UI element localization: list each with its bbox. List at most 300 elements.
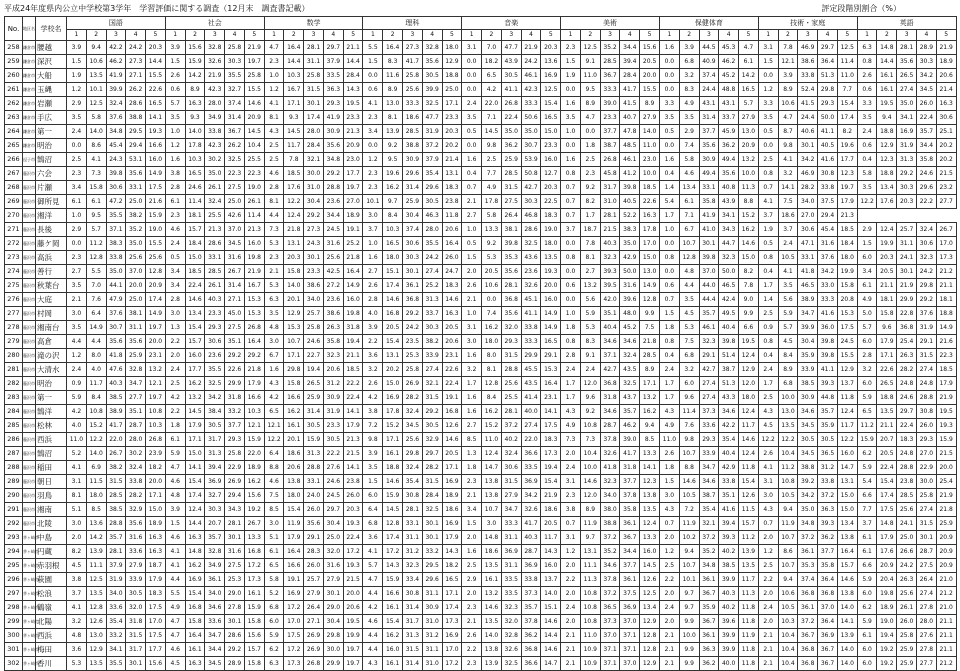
value-cell: 17.1	[146, 489, 166, 503]
value-cell: 2.5	[659, 559, 679, 573]
value-cell: 0.0	[363, 69, 383, 83]
value-cell: 16.3	[185, 657, 205, 671]
value-cell: 16.9	[284, 587, 304, 601]
value-cell: 37.0	[620, 615, 640, 629]
value-cell: 5.7	[86, 223, 106, 237]
value-cell: 28.4	[620, 69, 640, 83]
row-area-code: 藤沢市	[23, 517, 36, 531]
value-cell: 14.1	[640, 461, 660, 475]
value-cell: 24.8	[917, 377, 937, 391]
value-cell: 33.2	[106, 629, 126, 643]
table-row	[5, 615, 957, 629]
value-cell: 37.2	[422, 139, 442, 153]
value-cell: 40.4	[719, 447, 739, 461]
value-cell: 14.6	[383, 475, 403, 489]
value-cell: 4.1	[758, 461, 778, 475]
value-cell: 17.1	[284, 97, 304, 111]
table-row	[5, 461, 957, 475]
value-cell: 38.7	[699, 489, 719, 503]
value-cell: 24.6	[304, 335, 324, 349]
value-cell: 23.8	[343, 475, 363, 489]
value-cell: 19.7	[146, 321, 166, 335]
value-cell: 1.4	[659, 181, 679, 195]
value-cell: 23.8	[442, 195, 462, 209]
value-cell: 1.3	[165, 321, 185, 335]
value-cell: 35.6	[126, 167, 146, 181]
value-cell: 35.8	[620, 503, 640, 517]
value-cell: 40.2	[719, 545, 739, 559]
value-cell: 19.0	[541, 223, 561, 237]
value-cell: 13.5	[86, 587, 106, 601]
value-cell: 10.1	[679, 573, 699, 587]
value-cell: 17.7	[343, 167, 363, 181]
value-cell: 15.0	[383, 377, 403, 391]
value-cell: 25.0	[323, 531, 343, 545]
grade-header: 4	[323, 30, 343, 41]
value-cell: 0.0	[659, 55, 679, 69]
value-cell: 31.5	[126, 629, 146, 643]
row-number: 289	[5, 475, 23, 489]
value-cell: 16.9	[442, 629, 462, 643]
value-cell: 27.7	[126, 391, 146, 405]
value-cell: 40.7	[620, 111, 640, 125]
value-cell: 3.5	[778, 279, 798, 293]
value-cell: 31.5	[917, 349, 937, 363]
value-cell: 8.8	[679, 461, 699, 475]
value-cell: 7.6	[679, 419, 699, 433]
value-cell: 16.6	[284, 391, 304, 405]
value-cell: 34.5	[798, 419, 818, 433]
value-cell: 30.2	[126, 447, 146, 461]
value-cell: 27.7	[936, 195, 956, 209]
value-cell: 0.5	[758, 237, 778, 251]
row-school-name: 湘南	[36, 503, 67, 517]
value-cell: 2.1	[561, 657, 581, 671]
value-cell: 21.1	[343, 41, 363, 55]
value-cell: 2.0	[758, 587, 778, 601]
value-cell: 2.0	[659, 531, 679, 545]
value-cell: 4.7	[165, 615, 185, 629]
value-cell: 0.5	[659, 125, 679, 139]
value-cell: 21.3	[205, 223, 225, 237]
value-cell: 32.5	[521, 237, 541, 251]
value-cell: 41.9	[106, 69, 126, 83]
value-cell: 34.7	[798, 307, 818, 321]
value-cell: 26.8	[244, 321, 264, 335]
value-cell: 1.7	[561, 391, 581, 405]
value-cell: 4.1	[86, 153, 106, 167]
value-cell: 4.1	[165, 559, 185, 573]
value-cell: 47.8	[620, 125, 640, 139]
value-cell: 12.8	[86, 601, 106, 615]
row-school-name: 西浜	[36, 629, 67, 643]
value-cell: 7.2	[679, 503, 699, 517]
value-cell: 39.9	[106, 83, 126, 97]
value-cell: 35.4	[699, 503, 719, 517]
value-cell: 10.8	[778, 475, 798, 489]
value-cell: 33.9	[126, 573, 146, 587]
value-cell: 10.4	[778, 629, 798, 643]
value-cell: 36.9	[501, 545, 521, 559]
value-cell: 18.1	[185, 209, 205, 223]
value-cell: 1.9	[67, 69, 87, 83]
value-cell: 4.4	[264, 209, 284, 223]
row-number: 260	[5, 69, 23, 83]
value-cell: 15.4	[383, 335, 403, 349]
value-cell: 29.6	[403, 167, 423, 181]
value-cell: 46.8	[521, 209, 541, 223]
value-cell: 25.0	[442, 83, 462, 97]
value-cell: 2.1	[462, 195, 482, 209]
table-row	[5, 545, 957, 559]
value-cell: 31.5	[403, 643, 423, 657]
row-school-name: 大船	[36, 69, 67, 83]
value-cell: 0.7	[659, 293, 679, 307]
value-cell: 35.6	[501, 307, 521, 321]
value-cell: 11.4	[244, 209, 264, 223]
value-cell: 10.9	[580, 643, 600, 657]
value-cell: 30.3	[403, 251, 423, 265]
value-cell: 11.8	[739, 657, 759, 671]
value-cell: 4.9	[679, 97, 699, 111]
value-cell: 30.8	[403, 489, 423, 503]
grade-header: 4	[225, 30, 245, 41]
value-cell: 3.5	[659, 111, 679, 125]
value-cell: 17.9	[185, 419, 205, 433]
value-cell: 41.7	[521, 517, 541, 531]
value-cell: 21.5	[936, 167, 956, 181]
value-cell: 32.4	[403, 405, 423, 419]
value-cell: 38.8	[600, 517, 620, 531]
value-cell: 16.8	[185, 601, 205, 615]
value-cell: 3.1	[561, 531, 581, 545]
value-cell: 5.1	[264, 531, 284, 545]
value-cell: 37.7	[600, 125, 620, 139]
value-cell: 31.1	[501, 531, 521, 545]
table-row	[5, 349, 957, 363]
value-cell: 3.2	[67, 615, 87, 629]
row-area-code: 茅ヶ崎市	[23, 587, 36, 601]
value-cell: 36.1	[699, 629, 719, 643]
value-cell: 8.9	[778, 363, 798, 377]
col-header-no: No.	[5, 17, 23, 41]
data-table	[4, 16, 957, 671]
value-cell: 35.9	[798, 349, 818, 363]
value-cell: 14.6	[244, 97, 264, 111]
value-cell: 3.0	[67, 517, 87, 531]
value-cell: 18.0	[482, 335, 502, 349]
value-cell: 37.1	[600, 643, 620, 657]
value-cell: 12.1	[244, 419, 264, 433]
value-cell: 45.3	[719, 41, 739, 55]
value-cell: 12.4	[739, 349, 759, 363]
value-cell: 17.8	[482, 195, 502, 209]
value-cell: 30.6	[917, 237, 937, 251]
value-cell: 20.5	[442, 321, 462, 335]
row-school-name: 鵠洋	[36, 405, 67, 419]
value-cell: 11.4	[679, 405, 699, 419]
value-cell: 37.6	[106, 111, 126, 125]
value-cell: 35.7	[620, 405, 640, 419]
value-cell: 28.1	[501, 405, 521, 419]
value-cell: 0.7	[561, 517, 581, 531]
value-cell: 36.2	[501, 139, 521, 153]
value-cell: 37.9	[422, 153, 442, 167]
value-cell: 26.4	[304, 601, 324, 615]
value-cell: 13.2	[482, 587, 502, 601]
value-cell: 16.4	[383, 41, 403, 55]
value-cell: 27.1	[126, 69, 146, 83]
value-cell: 7.5	[778, 195, 798, 209]
value-cell: 9.9	[739, 307, 759, 321]
value-cell: 5.1	[67, 503, 87, 517]
value-cell: 0.6	[659, 279, 679, 293]
row-number: 295	[5, 559, 23, 573]
value-cell: 12.4	[739, 447, 759, 461]
value-cell: 1.3	[462, 447, 482, 461]
value-cell: 25.7	[897, 223, 917, 237]
value-cell: 14.4	[146, 55, 166, 69]
value-cell: 34.4	[620, 545, 640, 559]
table-row	[5, 55, 957, 69]
value-cell: 2.9	[857, 223, 877, 237]
value-cell: 30.3	[422, 321, 442, 335]
value-cell: 8.0	[86, 349, 106, 363]
value-cell: 31.3	[403, 629, 423, 643]
table-row	[5, 601, 957, 615]
value-cell: 6.1	[165, 433, 185, 447]
value-cell: 31.1	[501, 559, 521, 573]
value-cell: 43.5	[521, 377, 541, 391]
value-cell: 7.3	[264, 223, 284, 237]
value-cell: 9.0	[739, 293, 759, 307]
value-cell: 28.7	[917, 545, 937, 559]
value-cell: 5.9	[857, 391, 877, 405]
value-cell: 31.6	[818, 237, 838, 251]
value-cell: 23.9	[146, 447, 166, 461]
value-cell: 4.2	[264, 391, 284, 405]
value-cell: 26.7	[936, 223, 956, 237]
value-cell: 11.7	[739, 419, 759, 433]
value-cell: 34.7	[126, 377, 146, 391]
value-cell: 26.7	[225, 265, 245, 279]
value-cell: 32.8	[501, 629, 521, 643]
table-row	[5, 643, 957, 657]
grade-header: 4	[422, 30, 442, 41]
value-cell: 3.2	[363, 363, 383, 377]
value-cell: 30.1	[323, 587, 343, 601]
value-cell: 13.1	[383, 349, 403, 363]
value-cell: 27.4	[897, 83, 917, 97]
grade-header: 2	[284, 30, 304, 41]
value-cell: 15.2	[86, 419, 106, 433]
value-cell: 3.1	[462, 41, 482, 55]
value-cell: 28.5	[897, 489, 917, 503]
value-cell: 3.7	[857, 517, 877, 531]
value-cell: 3.5	[857, 181, 877, 195]
value-cell: 17.9	[284, 531, 304, 545]
value-cell: 27.9	[323, 573, 343, 587]
value-cell: 7.7	[837, 83, 857, 97]
value-cell: 17.9	[837, 195, 857, 209]
value-cell: 12.9	[640, 615, 660, 629]
value-cell: 21.6	[936, 335, 956, 349]
row-area-code: 藤沢市	[23, 363, 36, 377]
row-number: 285	[5, 419, 23, 433]
value-cell: 0.5	[462, 125, 482, 139]
value-cell: 17.4	[304, 111, 324, 125]
value-cell: 11.3	[739, 587, 759, 601]
value-cell: 5.8	[679, 153, 699, 167]
value-cell: 24.8	[897, 377, 917, 391]
value-cell: 40.4	[719, 321, 739, 335]
row-area-code: 藤沢市	[23, 349, 36, 363]
value-cell: 10.6	[86, 55, 106, 69]
value-cell: 0.0	[482, 293, 502, 307]
value-cell: 12.5	[640, 587, 660, 601]
value-cell: 15.4	[739, 475, 759, 489]
value-cell: 5.9	[778, 307, 798, 321]
value-cell: 41.7	[620, 447, 640, 461]
value-cell: 16.4	[284, 41, 304, 55]
value-cell: 22.5	[541, 195, 561, 209]
value-cell: 15.9	[304, 433, 324, 447]
value-cell: 34.0	[106, 587, 126, 601]
value-cell: 32.5	[422, 97, 442, 111]
value-cell: 14.0	[837, 601, 857, 615]
value-cell: 20.3	[877, 251, 897, 265]
value-cell: 36.7	[798, 629, 818, 643]
value-cell: 0.8	[659, 335, 679, 349]
value-cell: 2.3	[363, 181, 383, 195]
value-cell: 40.3	[600, 237, 620, 251]
value-cell: 28.4	[304, 139, 324, 153]
row-school-name: 片瀬	[36, 181, 67, 195]
value-cell: 15.7	[837, 559, 857, 573]
row-number: 274	[5, 265, 23, 279]
value-cell: 7.6	[86, 293, 106, 307]
value-cell: 8.4	[86, 391, 106, 405]
value-cell: 15.1	[383, 265, 403, 279]
value-cell: 18.8	[877, 391, 897, 405]
row-school-name: 松浪	[36, 587, 67, 601]
value-cell: 23.8	[897, 475, 917, 489]
value-cell: 16.2	[185, 377, 205, 391]
value-cell: 24.2	[897, 559, 917, 573]
value-cell: 9.4	[778, 503, 798, 517]
value-cell: 16.0	[185, 349, 205, 363]
value-cell: 3.9	[363, 321, 383, 335]
value-cell: 30.5	[501, 69, 521, 83]
value-cell: 45.2	[719, 69, 739, 83]
grade-header: 4	[126, 30, 146, 41]
value-cell: 33.3	[501, 517, 521, 531]
value-cell: 19.7	[343, 657, 363, 671]
value-cell: 21.1	[877, 419, 897, 433]
value-cell: 37.6	[917, 307, 937, 321]
row-number: 273	[5, 251, 23, 265]
value-cell: 0.8	[561, 335, 581, 349]
value-cell: 10.8	[580, 419, 600, 433]
value-cell: 3.9	[778, 69, 798, 83]
value-cell: 0.0	[462, 139, 482, 153]
value-cell: 18.6	[778, 209, 798, 223]
value-cell: 32.5	[501, 657, 521, 671]
value-cell: 22.4	[442, 377, 462, 391]
value-cell: 3.5	[67, 321, 87, 335]
table-row	[5, 475, 957, 489]
value-cell: 12.9	[837, 363, 857, 377]
value-cell: 3.3	[758, 97, 778, 111]
value-cell: 6.8	[264, 601, 284, 615]
value-cell: 9.3	[284, 111, 304, 125]
value-cell: 12.9	[442, 55, 462, 69]
subject-header: 技術・家庭	[758, 17, 857, 30]
value-cell: 39.9	[719, 643, 739, 657]
row-area-code: 藤沢市	[23, 335, 36, 349]
table-row	[5, 405, 957, 419]
value-cell: 2.4	[659, 363, 679, 377]
value-cell: 17.4	[185, 489, 205, 503]
value-cell: 2.1	[758, 629, 778, 643]
value-cell: 30.1	[699, 237, 719, 251]
row-school-name: 高倉	[36, 335, 67, 349]
value-cell: 34.1	[719, 209, 739, 223]
value-cell: 16.5	[185, 167, 205, 181]
value-cell: 10.2	[679, 531, 699, 545]
value-cell: 36.6	[521, 447, 541, 461]
value-cell: 14.9	[146, 167, 166, 181]
row-school-name: 羽鳥	[36, 489, 67, 503]
value-cell: 1.8	[659, 321, 679, 335]
value-cell: 2.1	[659, 657, 679, 671]
value-cell: 27.8	[917, 643, 937, 657]
value-cell: 15.0	[640, 251, 660, 265]
value-cell: 32.8	[205, 41, 225, 55]
value-cell: 26.7	[106, 447, 126, 461]
value-cell: 14.0	[482, 629, 502, 643]
value-cell: 28.0	[304, 125, 324, 139]
value-cell: 4.2	[165, 391, 185, 405]
subject-header-row	[5, 17, 957, 30]
row-area-code: 藤沢市	[23, 503, 36, 517]
value-cell: 15.4	[185, 475, 205, 489]
value-cell: 38.7	[600, 139, 620, 153]
value-cell: 8.3	[679, 83, 699, 97]
value-cell: 16.5	[383, 237, 403, 251]
value-cell: 23.6	[323, 293, 343, 307]
value-cell: 39.9	[798, 321, 818, 335]
value-cell: 20.1	[284, 433, 304, 447]
value-cell: 10.6	[778, 97, 798, 111]
value-cell: 42.5	[323, 265, 343, 279]
value-cell: 2.0	[67, 531, 87, 545]
value-cell: 7.0	[86, 279, 106, 293]
value-cell: 20.0	[146, 475, 166, 489]
table-row	[5, 433, 957, 447]
value-cell: 29.4	[818, 209, 838, 223]
value-cell: 31.0	[422, 657, 442, 671]
value-cell: 30.7	[106, 321, 126, 335]
table-row	[5, 307, 957, 321]
value-cell: 29.2	[897, 167, 917, 181]
row-school-name: 第一	[36, 391, 67, 405]
value-cell: 2.1	[758, 643, 778, 657]
value-cell: 24.5	[323, 489, 343, 503]
value-cell: 0.0	[758, 69, 778, 83]
value-cell: 25.0	[126, 195, 146, 209]
grade-header: 5	[837, 30, 857, 41]
